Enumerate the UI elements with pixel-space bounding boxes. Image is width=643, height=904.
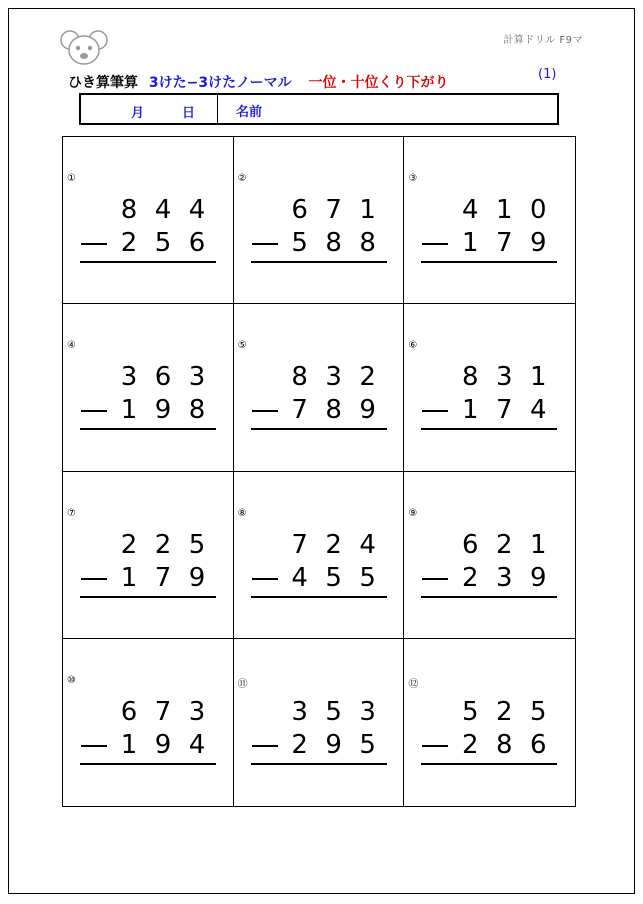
problem-grid (62, 136, 576, 807)
minuend-digit: 0 (530, 195, 547, 225)
minuend-digit: 6 (154, 362, 172, 393)
minuend-digit: 2 (154, 529, 172, 560)
problem-cell[interactable] (63, 304, 234, 471)
title-regroup: 一位・十位くり下がり (308, 75, 449, 91)
minuend (63, 528, 233, 562)
problem-cell[interactable] (404, 472, 575, 639)
name-field[interactable] (218, 95, 262, 123)
subtrahend-digit: 9 (530, 228, 547, 258)
answer-line[interactable] (80, 763, 216, 765)
problem-number: ② (237, 173, 247, 184)
problem-number: ⑦ (67, 507, 76, 519)
title-main: ひき算筆算 (68, 75, 138, 91)
problem-cell[interactable] (234, 639, 405, 806)
minuend-digit: 1 (530, 362, 547, 393)
minuend (234, 695, 404, 729)
minuend (234, 360, 404, 394)
subtrahend-digit: 8 (359, 228, 376, 258)
minuend-digit: 5 (188, 529, 206, 560)
problem-number: ⑤ (237, 340, 247, 352)
answer-line[interactable] (80, 596, 216, 598)
minuend-digit: 4 (188, 195, 206, 225)
subtrahend-digit: 7 (496, 228, 513, 258)
problem-cell[interactable] (404, 304, 575, 471)
minuend-digit: 3 (188, 362, 206, 393)
problem-cell[interactable] (404, 137, 575, 304)
subtrahend (63, 393, 233, 427)
minuend-digit: 2 (496, 696, 513, 727)
minuend-digit: 6 (291, 195, 308, 225)
subtrahend-digit: 5 (291, 228, 308, 258)
subtrahend-digit: 7 (154, 562, 172, 593)
minuend (404, 695, 575, 729)
minuend-digit: 3 (496, 362, 513, 393)
minus-sign-icon (81, 578, 107, 580)
subtrahend-digit: 7 (291, 395, 308, 426)
minuend-digit: 5 (530, 696, 547, 727)
subtrahend-digit: 5 (359, 562, 376, 593)
minuend-digit: 6 (120, 696, 138, 727)
subtrahend (63, 561, 233, 595)
minuend-digit: 8 (462, 362, 479, 393)
minuend (404, 193, 575, 227)
minuend (63, 193, 233, 227)
problem-number: ⑥ (408, 340, 418, 352)
minus-sign-icon (422, 578, 448, 580)
minuend (404, 528, 575, 562)
subtrahend-digit: 8 (188, 395, 206, 426)
subtrahend (63, 728, 233, 762)
minuend (63, 360, 233, 394)
subtrahend-digit: 2 (291, 729, 308, 760)
problem-number: ① (67, 173, 76, 184)
minuend-digit: 3 (291, 696, 308, 727)
subtrahend-digit: 4 (530, 395, 547, 426)
problem-number: ④ (67, 340, 76, 352)
minus-sign-icon (81, 745, 107, 747)
problem-number: ⑪ (237, 678, 248, 690)
answer-line[interactable] (251, 261, 387, 263)
minus-sign-icon (252, 578, 278, 580)
subtrahend-digit: 5 (154, 228, 172, 258)
minus-sign-icon (252, 410, 278, 412)
subtrahend (404, 561, 575, 595)
answer-line[interactable] (251, 428, 387, 430)
date-field[interactable] (81, 95, 218, 123)
subtrahend (234, 393, 404, 427)
minuend-digit: 7 (325, 195, 342, 225)
name-date-bar (79, 93, 559, 125)
minuend-digit: 3 (188, 696, 206, 727)
minus-sign-icon (422, 745, 448, 747)
subtrahend-digit: 6 (530, 729, 547, 760)
subtrahend-digit: 7 (496, 395, 513, 426)
sheet-number: (1) (538, 67, 557, 82)
minuend-digit: 1 (530, 529, 547, 560)
minuend (63, 695, 233, 729)
subtrahend-digit: 8 (325, 228, 342, 258)
subtrahend-digit: 2 (120, 228, 138, 258)
minuend-digit: 2 (120, 529, 138, 560)
subtrahend-digit: 4 (291, 562, 308, 593)
minuend-digit: 4 (154, 195, 172, 225)
subtrahend-digit: 8 (325, 395, 342, 426)
subtrahend-digit: 1 (120, 395, 138, 426)
answer-line[interactable] (251, 596, 387, 598)
name-label: 名前 (236, 105, 263, 120)
problem-cell[interactable] (234, 472, 405, 639)
minus-sign-icon (422, 410, 448, 412)
answer-line[interactable] (80, 428, 216, 430)
minuend-digit: 3 (120, 362, 138, 393)
subtrahend-digit: 1 (120, 729, 138, 760)
day-label: 日 (182, 106, 196, 121)
subtrahend-digit: 9 (154, 729, 172, 760)
subtrahend (404, 393, 575, 427)
problem-cell[interactable] (63, 472, 234, 639)
minuend-digit: 1 (359, 195, 376, 225)
minuend-digit: 8 (120, 195, 138, 225)
problem-number: ③ (408, 173, 418, 184)
minus-sign-icon (252, 243, 278, 245)
minuend-digit: 6 (462, 529, 479, 560)
subtrahend-digit: 9 (325, 729, 342, 760)
minuend-digit: 8 (291, 362, 308, 393)
answer-line[interactable] (421, 596, 557, 598)
subtrahend-digit: 9 (188, 562, 206, 593)
minuend-digit: 7 (291, 529, 308, 560)
minus-sign-icon (81, 410, 107, 412)
minuend (234, 193, 404, 227)
subtrahend (234, 226, 404, 260)
subtrahend (234, 728, 404, 762)
minuend-digit: 2 (359, 362, 376, 393)
minuend-digit: 4 (462, 195, 479, 225)
problem-number: ⑫ (408, 678, 419, 690)
subtrahend-digit: 6 (188, 228, 206, 258)
minus-sign-icon (252, 745, 278, 747)
problem-cell[interactable] (63, 137, 234, 304)
minuend (404, 360, 575, 394)
subtrahend-digit: 5 (359, 729, 376, 760)
subtrahend-digit: 4 (188, 729, 206, 760)
brand-label: 計算ドリル F9マ (503, 35, 583, 46)
subtrahend-digit: 3 (496, 562, 513, 593)
problem-cell[interactable] (404, 639, 575, 806)
month-label: 月 (131, 106, 145, 121)
subtrahend-digit: 1 (120, 562, 138, 593)
problem-number: ⑧ (237, 507, 247, 519)
subtrahend-digit: 2 (462, 729, 479, 760)
subtrahend-digit: 8 (496, 729, 513, 760)
minuend-digit: 7 (154, 696, 172, 727)
answer-line[interactable] (421, 428, 557, 430)
answer-line[interactable] (80, 261, 216, 263)
subtrahend-digit: 2 (462, 562, 479, 593)
minus-sign-icon (81, 243, 107, 245)
minuend-digit: 3 (359, 696, 376, 727)
minuend-digit: 3 (325, 362, 342, 393)
minuend-digit: 4 (359, 529, 376, 560)
answer-line[interactable] (421, 763, 557, 765)
problem-cell[interactable] (234, 137, 405, 304)
answer-line[interactable] (251, 763, 387, 765)
subtrahend-digit: 9 (530, 562, 547, 593)
title-type: 3けた−3けたノーマル (148, 75, 292, 91)
minus-sign-icon (422, 243, 448, 245)
subtrahend (404, 728, 575, 762)
subtrahend-digit: 9 (154, 395, 172, 426)
problem-cell[interactable] (63, 639, 234, 806)
minuend-digit: 2 (496, 529, 513, 560)
minuend (234, 528, 404, 562)
subtrahend (63, 226, 233, 260)
problem-cell[interactable] (234, 304, 405, 471)
answer-line[interactable] (421, 261, 557, 263)
subtrahend-digit: 9 (359, 395, 376, 426)
subtrahend-digit: 5 (325, 562, 342, 593)
problem-number: ⑩ (67, 674, 76, 686)
subtrahend (404, 226, 575, 260)
minuend-digit: 5 (462, 696, 479, 727)
mouse-logo-icon (60, 28, 108, 68)
minuend-digit: 2 (325, 529, 342, 560)
problem-number: ⑨ (408, 507, 418, 519)
minuend-digit: 5 (325, 696, 342, 727)
minuend-digit: 1 (496, 195, 513, 225)
worksheet-title (68, 72, 588, 92)
subtrahend (234, 561, 404, 595)
subtrahend-digit: 1 (462, 228, 479, 258)
subtrahend-digit: 1 (462, 395, 479, 426)
